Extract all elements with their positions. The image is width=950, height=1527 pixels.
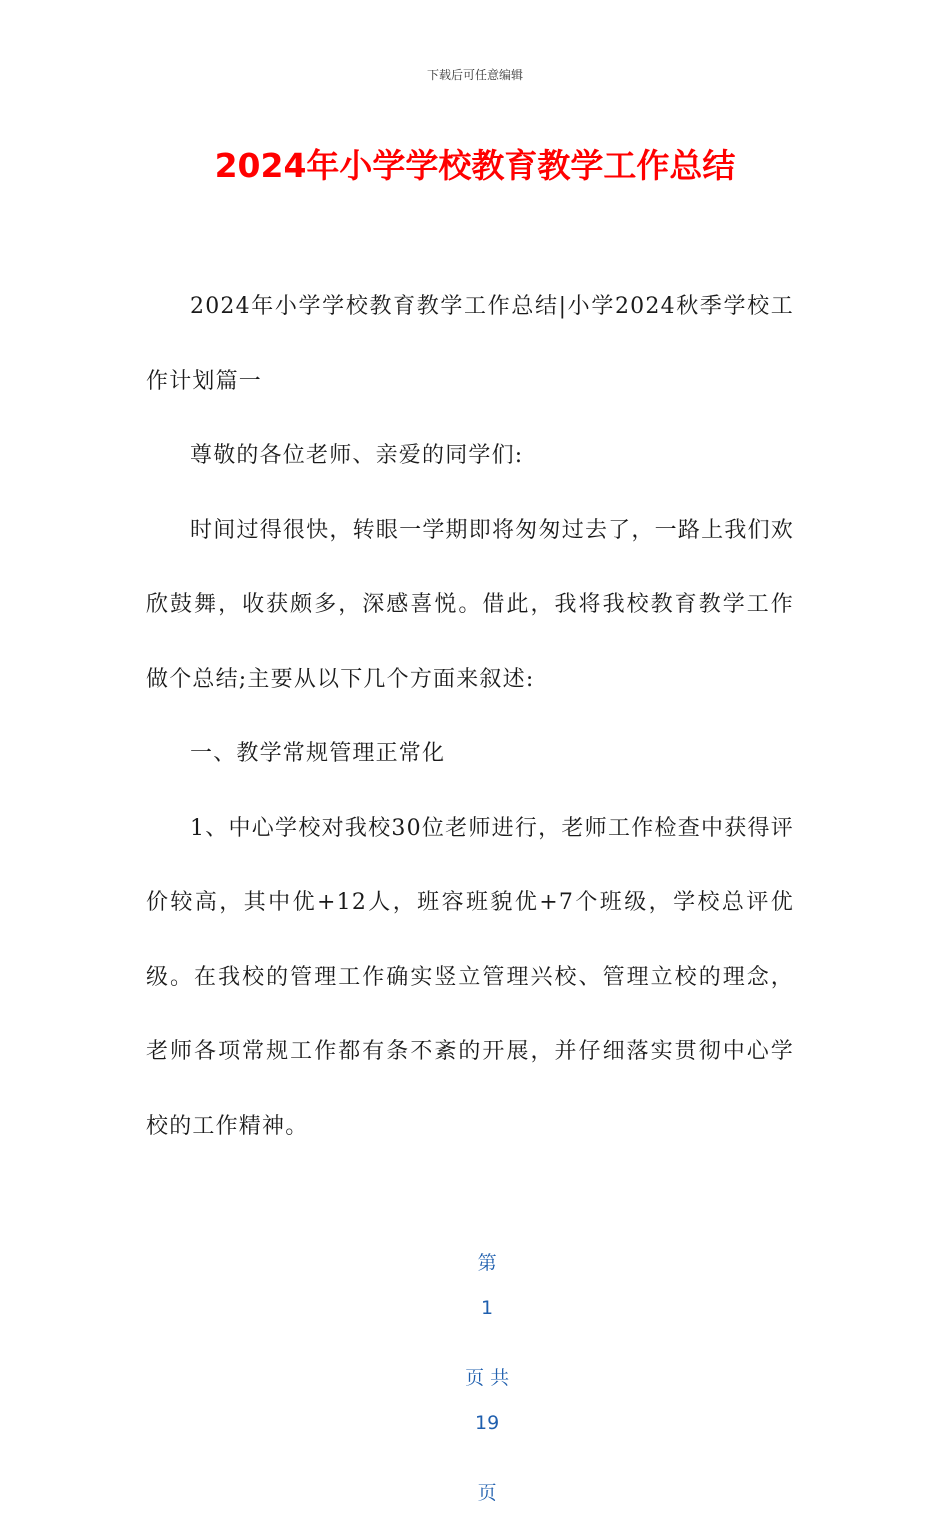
paragraph: 一、教学常规管理正常化 [190, 741, 446, 766]
footer-prefix: 第 [477, 1252, 497, 1274]
page-footer [0, 1226, 950, 1527]
document-body [146, 270, 794, 1164]
paragraph: 1、中心学校对我校30位老师进行，老师工作检查中获得评价较高，其中优+12人，班容班貌优+7个班级，学校总评优级。在我校的管理工作确实竖立管理兴校、管理立校的理念，老师各项常规工作都有条不紊的开展，并仔细落实贯彻中心学校的工作精神。 [146, 815, 794, 1139]
paragraph: 2024年小学学校教育教学工作总结|小学2024秋季学校工作计划篇一 [146, 294, 794, 394]
footer-middle: 页 共 [465, 1367, 510, 1389]
paragraph: 尊敬的各位老师、亲爱的同学们: [190, 443, 524, 468]
header-note: 下载后可任意编辑 [426, 68, 523, 82]
paragraph: 时间过得很快，转眼一学期即将匆匆过去了，一路上我们欢欣鼓舞，收获颇多，深感喜悦。借此，我将我校教育教学工作做个总结;主要从以下几个方面来叙述: [146, 517, 794, 692]
total-pages-number: 19 [474, 1412, 500, 1434]
document-title: 2024年小学学校教育教学工作总结 [214, 146, 736, 185]
current-page-number: 1 [481, 1297, 494, 1319]
footer-suffix: 页 [477, 1482, 497, 1504]
